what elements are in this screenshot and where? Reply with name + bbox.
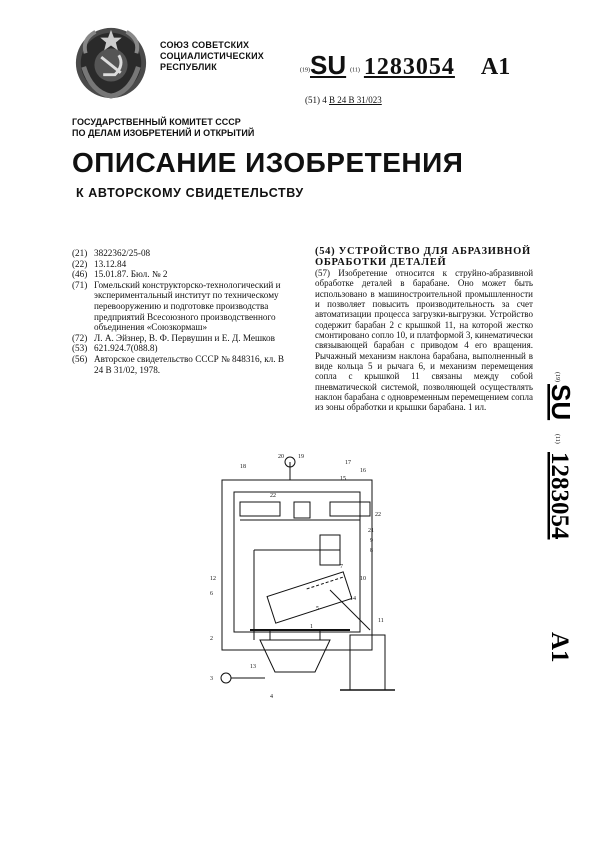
part-label: 17 — [345, 460, 351, 466]
country-code: SU — [310, 50, 347, 80]
part-label: 18 — [240, 464, 246, 470]
side-number: 1283054 — [546, 452, 573, 540]
side-document-number — [546, 372, 586, 692]
ipc-value: В 24 В 31/023 — [329, 95, 382, 105]
technical-drawing — [210, 450, 400, 700]
document-number — [300, 50, 510, 81]
state-name-line: СОЮЗ СОВЕТСКИХ — [160, 40, 250, 50]
part-label: 9 — [370, 538, 373, 544]
pneumatic-frame — [222, 480, 372, 650]
patent-number: 1283054 — [363, 54, 455, 80]
part-label: 16 — [360, 468, 366, 474]
hopper — [260, 640, 330, 672]
biblio-row — [72, 259, 290, 270]
side-kind: A1 — [546, 632, 573, 663]
side-code-11: (11) — [554, 434, 560, 444]
part-label: 12 — [210, 576, 216, 582]
part-label: 6 — [210, 591, 213, 597]
part-label: 22 — [270, 493, 276, 499]
bibliographic-data — [72, 248, 290, 375]
biblio-row — [72, 269, 290, 280]
biblio-value: Л. А. Эйзнер, В. Ф. Первушин и Е. Д. Мешков — [94, 332, 275, 343]
inid-code: (53) — [72, 343, 88, 354]
valve-block — [240, 502, 280, 516]
invention-title-text: УСТРОЙСТВО ДЛЯ АБРАЗИВНОЙ ОБРАБОТКИ ДЕТАЛЕЙ — [315, 246, 531, 268]
part-label: 3 — [210, 676, 213, 682]
side-country: SU — [546, 384, 576, 421]
drum-axis — [307, 577, 345, 589]
biblio-value: 13.12.84 — [94, 258, 127, 269]
part-label: 15 — [340, 476, 346, 482]
valve-block — [294, 502, 310, 518]
part-label: 2 — [210, 636, 213, 642]
inid-code: (54) — [315, 246, 336, 257]
part-label: 1 — [310, 624, 313, 630]
inid-code: (46) — [72, 269, 88, 280]
abstract — [315, 268, 533, 413]
inid-code: (71) — [72, 279, 88, 290]
part-label: 21 — [368, 528, 374, 534]
committee-line: ГОСУДАРСТВЕННЫЙ КОМИТЕТ СССР — [72, 117, 241, 127]
biblio-value: Авторское свидетельство СССР № 848316, кл. В 24 В 31/02, 1978. — [94, 353, 284, 375]
biblio-value: Гомельский конструкторско-технологический и экспериментальный институт по техническому перевооружению и подготовке производства предприятий Всесоюзного производственного объединения «Союзкормаш» — [94, 279, 281, 333]
part-label: 7 — [340, 564, 343, 570]
inid-code-19: (19) — [300, 67, 310, 74]
biblio-row — [72, 354, 290, 375]
part-label: 4 — [270, 694, 273, 700]
drive-housing — [350, 635, 385, 690]
committee-line: ПО ДЕЛАМ ИЗОБРЕТЕНИЙ И ОТКРЫТИЙ — [72, 128, 255, 138]
inid-code: (22) — [72, 258, 88, 269]
state-name-line: СОЦИАЛИСТИЧЕСКИХ — [160, 51, 264, 61]
part-label: 13 — [250, 664, 256, 670]
part-label: 10 — [360, 576, 366, 582]
inid-code: (21) — [72, 248, 88, 258]
part-label: 22 — [375, 512, 381, 518]
biblio-value: 15.01.87. Бюл. № 2 — [94, 269, 168, 280]
part-label: 5 — [316, 606, 319, 612]
invention-title — [315, 246, 533, 268]
biblio-row — [72, 343, 290, 354]
kind-code: A1 — [480, 54, 511, 80]
ussr-emblem — [72, 24, 150, 102]
part-label: 11 — [378, 618, 384, 624]
biblio-value: 621.924.7(088.8) — [94, 343, 158, 354]
page-title: ОПИСАНИЕ ИЗОБРЕТЕНИЯ — [72, 147, 464, 178]
ipc-code: (51) 4 — [305, 95, 327, 105]
inid-code-11: (11) — [350, 67, 360, 74]
state-name — [160, 40, 264, 73]
biblio-row — [72, 248, 290, 259]
drum — [267, 572, 352, 623]
committee-name — [72, 117, 254, 139]
gauge-icon — [221, 673, 231, 683]
biblio-row — [72, 333, 290, 344]
inid-code: (72) — [72, 332, 88, 343]
part-label: 20 — [278, 454, 284, 460]
side-code-19: (19) — [554, 372, 560, 382]
valve-block — [330, 502, 370, 516]
inner-line — [234, 492, 360, 632]
biblio-row — [72, 280, 290, 333]
part-label: 8 — [370, 548, 373, 554]
inid-code: (57) — [315, 268, 330, 278]
state-name-line: РЕСПУБЛИК — [160, 62, 217, 72]
biblio-value: 3822362/25-08 — [94, 248, 151, 258]
page-subtitle: К АВТОРСКОМУ СВИДЕТЕЛЬСТВУ — [76, 186, 304, 200]
ipc-classification — [305, 95, 382, 105]
part-label: 14 — [350, 596, 356, 602]
part-label: 19 — [298, 454, 304, 460]
abstract-text: Изобретение относится к струйно-абразивной обработке деталей в барабане. Оно может быть использовано в машиностроительной промышленности и позволяет повысить производительность за счет автоматизации процесса загрузки-выгрузки. Устройство содержит барабан 2 с крышкой 11, на которой жестко смонтировано сопло 10, и платформой 3, кинематически связывающей барабан с приводом 4 его вращения. Рычажный механизм наклона барабана, выполненный в виде кольца 5 и рычага 6, и механизм перемещения сопла с крышкой 11 связаны между собой пневматической системой, позволяющей осуществлять наклон барабана с одновременным перемещением сопла из зоны обработки и крышки барабана. 1 ил. — [315, 268, 534, 413]
inid-code: (56) — [72, 353, 88, 364]
